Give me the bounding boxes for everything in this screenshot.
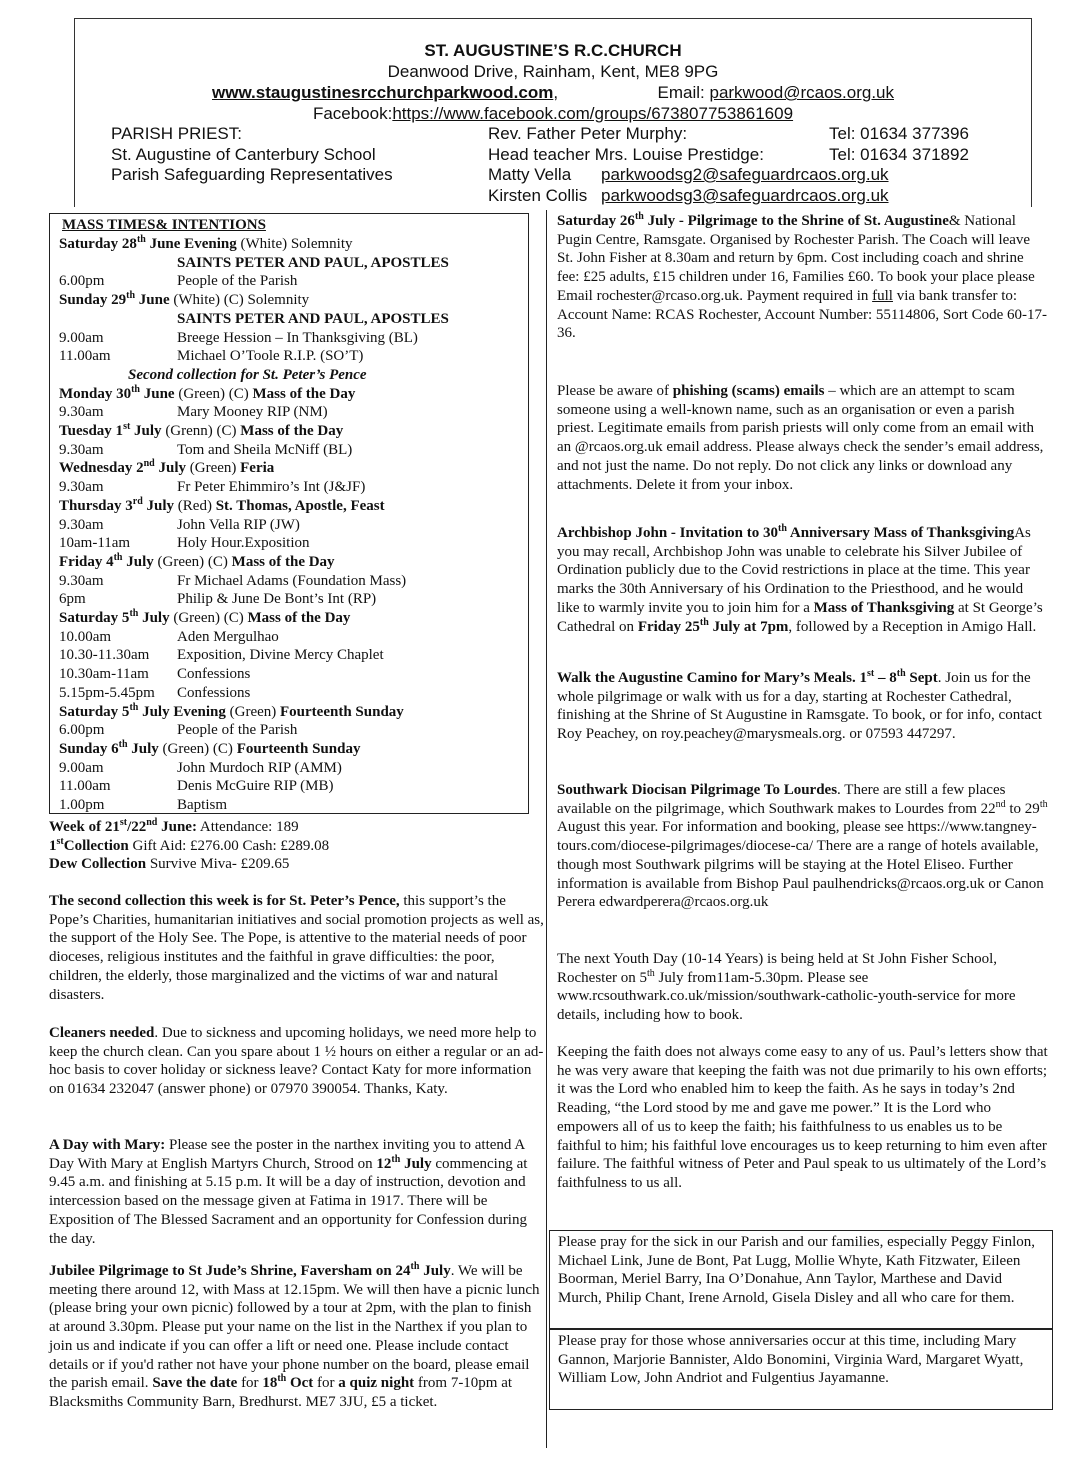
mass-time-row bbox=[59, 759, 342, 777]
church-address: Deanwood Drive, Rainham, Kent, ME8 9PG bbox=[387, 62, 719, 81]
mass-time: 10.30-11.30am bbox=[59, 647, 150, 664]
notice-camino: Walk the Augustine Camino for Mary’s Meals. 1st – 8th Sept. Join us for the whole pilgrimage or walk with us for a day, starting at Rochester Cathedral, finishing at the Shrine of St Augustine in Ramsgate. To book, or for info, contact Roy Peachey, on roy.peachey@marysmeals.org. or 07593 447297. bbox=[557, 668, 1042, 743]
mass-intention: John Murdoch RIP (AMM) bbox=[177, 759, 342, 776]
mass-time: 9.30am bbox=[59, 479, 104, 496]
mass-time: 11.00am bbox=[59, 348, 111, 365]
mass-day-heading: Monday 30th June (Green) (C) Mass of the Day bbox=[59, 383, 356, 402]
mass-time: 10am-11am bbox=[59, 535, 131, 552]
contact-email[interactable]: parkwoodsg3@safeguardrcaos.org.uk bbox=[601, 186, 889, 205]
mass-time-row bbox=[59, 590, 376, 608]
column-divider bbox=[546, 210, 547, 1448]
mass-time-row bbox=[59, 646, 384, 664]
mass-intention: John Vella RIP (JW) bbox=[177, 516, 300, 533]
mass-intention: Breege Hession – In Thanksgiving (BL) bbox=[177, 329, 418, 346]
mass-intention: Aden Mergulhao bbox=[177, 628, 279, 645]
mass-time-row bbox=[59, 478, 365, 496]
anniversary-prayer-text: Please pray for those whose anniversaries occur at this time, including Mary Gannon, Marjorie Bannister, Aldo Bonomini, Virginia Ward, Margaret Wyatt, William Low, John Andriot and Fulgentius Jayamanne. bbox=[558, 1333, 1024, 1387]
church-name: ST. AUGUSTINE’S R.C.CHURCH bbox=[424, 41, 682, 60]
notice-day-with-mary: A Day with Mary: Please see the poster in the narthex inviting you to attend A Day With Mary at English Martyrs Church, Strood on 12th July commencing at 9.45 a.m. and finishing at 5.15 p.m. It will be a day of instruction, devotion and intercession based on the message given at Fatima in 1917. There will be Exposition of The Blessed Sacrament and an opportunity for Confession during the day. bbox=[49, 1137, 528, 1247]
email-link[interactable]: parkwood@rcaos.org.uk bbox=[709, 83, 894, 102]
mass-time-row bbox=[59, 329, 418, 347]
mass-day-heading: Saturday 5th July Evening (Green) Fourteenth Sunday bbox=[59, 701, 404, 720]
notice-archbishop: Archbishop John - Invitation to 30th Anniversary Mass of ThanksgivingAs you may recall, Archbishop John was unable to celebrate his Silver Jubilee of Ordination publicly due to the Covid restrictions in place at the time. This year marks the 30th Anniversary of his Ordination to the Priesthood, and he would like to warmly invite you to join him for a Mass of Thanksgiving at St George’s Cathedral on Friday 25th July at 7pm, followed by a Reception in Amigo Hall. bbox=[557, 523, 1043, 635]
facebook-label: Facebook: bbox=[312, 104, 393, 123]
contact-tel: Tel: 01634 371892 bbox=[829, 145, 969, 164]
contact-name: Rev. Father Peter Murphy: bbox=[488, 124, 688, 143]
mass-time-row bbox=[59, 403, 328, 421]
notice-canterbury-pilgrimage: Saturday 26th July - Pilgrimage to the Shrine of St. Augustine& National Pugin Centre, Ramsgate. Organised by Rochester Parish. The Coach will leave St. John Fisher at 8.30am and return by 6pm. Cost including coach and shrine fee: £25 adults, £15 children under 16, Families £60. To book your place please Email rochester@rcaso.org.uk. Payment required in full via bank transfer to: Account Name: RCAS Rochester, Account Number: 55114806, Sort Code 60-17-36. bbox=[557, 211, 1048, 342]
website-link[interactable]: www.staugustinesrcchurchparkwood.com bbox=[212, 83, 554, 102]
contact-name: Kirsten Collis bbox=[488, 186, 588, 205]
mass-time-row bbox=[59, 777, 334, 795]
contact-role: Parish Safeguarding Representatives bbox=[111, 165, 393, 184]
mass-time: 6.00pm bbox=[59, 722, 105, 739]
website-email-line: www.staugustinesrcchurchparkwood.com, Email: parkwood@rcaos.org.uk bbox=[212, 83, 894, 102]
mass-time-row bbox=[59, 665, 250, 683]
mass-intention: Philip & June De Bont’s Int (RP) bbox=[177, 591, 377, 608]
mass-intention: Confessions bbox=[177, 666, 251, 683]
email-label: Email: bbox=[657, 83, 705, 102]
mass-time: 9.30am bbox=[59, 572, 104, 589]
mass-intention: People of the Parish bbox=[177, 722, 298, 739]
mass-time-row bbox=[59, 441, 352, 459]
mass-intention: Confessions bbox=[177, 684, 251, 701]
mass-day-heading: Tuesday 1st July (Grenn) (C) Mass of the Day bbox=[59, 421, 344, 439]
contact-role: PARISH PRIEST: bbox=[111, 124, 242, 143]
mass-day-heading: Thursday 3rd July (Red) St. Thomas, Apostle, Feast bbox=[59, 495, 385, 514]
mass-time: 9.00am bbox=[59, 759, 104, 776]
mass-time-row bbox=[59, 272, 297, 290]
sick-prayer-box bbox=[549, 1230, 1053, 1329]
mass-intention: Baptism bbox=[177, 797, 228, 813]
notice-keeping-faith: Keeping the faith does not always come easy to any of us. Paul’s letters show that he was very aware that keeping the faith was not due primarily to his own efforts; it was the Lord who enabled him to keep the faith. As he says in today’s 2nd Reading, “the Lord stood by me and gave me power.” It is the Lord who empowers all of us to keep the faith; his faithfulness to us enables us to be faithful to him; his faithful love encourages us to keep returning to him even after failure. The faithful witness of Peter and Paul speak to us ultimately of the Lord’s faithfulness to us all. bbox=[557, 1044, 1048, 1191]
mass-time: 9.00am bbox=[59, 329, 104, 346]
mass-intention: Exposition, Divine Mercy Chaplet bbox=[177, 647, 384, 664]
anniversary-prayer-box bbox=[549, 1329, 1053, 1410]
mass-intention: Denis McGuire RIP (MB) bbox=[177, 778, 334, 795]
notice-jubilee: Jubilee Pilgrimage to St Jude’s Shrine, Faversham on 24th July. We will be meeting there around 12, with Mass at 12.15pm. We will then have a picnic lunch (please bring your own picnic) followed by a tour at 2pm, with the plan to finish at around 3.30pm. Please put your name on the list in the Narthex if you plan to join us and indicate if you can offer a lift or need one. Please include contact details or if you'd rather not have your phone number on the board, please email the parish email. Save the date for 18th Oct for a quiz night from 7-10pm at Blacksmiths Community Barn, Bredhurst. ME7 3JU, £5 a ticket. bbox=[49, 1261, 540, 1410]
mass-day-heading: Saturday 28th June Evening (White) Solemnity bbox=[59, 234, 353, 252]
mass-time-row bbox=[59, 572, 406, 590]
mass-time-row bbox=[59, 684, 250, 702]
mass-feast-title: SAINTS PETER AND PAUL, APOSTLES bbox=[177, 254, 449, 271]
mass-day-heading: Saturday 5th July (Green) (C) Mass of the Day bbox=[59, 608, 351, 626]
sick-prayer-text: Please pray for the sick in our Parish and our families, especially Peggy Finlon, Michael Link, June de Bont, Pat Lugg, Mollie Whyte, Kath Fitzwater, Eileen Boorman, Meriel Barry, Ina O’Donahue, Ann Taylor, Marthese and David Murch, Philip Chant, Irene Arnold, Gisela Disley and all who care for them. bbox=[558, 1234, 1035, 1307]
notice-phishing: Please be aware of phishing (scams) emails – which are an attempt to scam someone using a well-known name, such as an organisation or even a parish priest. Legitimate emails from parish priests will only come from an email with an @rcaos.org.uk email address. Please always check the sender’s email address, and not just the name. Do not reply. Do not click any links or download any attachments. Delete it from your inbox. bbox=[557, 383, 1044, 493]
mass-intention: Mary Mooney RIP (NM) bbox=[177, 404, 328, 421]
mass-time: 9.30am bbox=[59, 441, 104, 458]
mass-time: 6pm bbox=[59, 591, 86, 608]
contact-role: St. Augustine of Canterbury School bbox=[111, 145, 376, 164]
mass-intention: Tom and Sheila McNiff (BL) bbox=[177, 441, 353, 458]
mass-times-box bbox=[49, 213, 529, 814]
church-header bbox=[74, 18, 1032, 207]
mass-time: 10.30am-11am bbox=[59, 666, 149, 683]
mass-day-heading: Friday 4th July (Green) (C) Mass of the Day bbox=[59, 551, 335, 570]
mass-time-row bbox=[59, 628, 279, 646]
mass-intention: Fr Michael Adams (Foundation Mass) bbox=[177, 572, 407, 589]
contact-name: Matty Vella bbox=[488, 165, 572, 184]
mass-day-heading: Sunday 6th July (Green) (C) Fourteenth Sunday bbox=[59, 738, 361, 757]
mass-time-row bbox=[59, 796, 227, 814]
mass-day-heading: Wednesday 2nd July (Green) Feria bbox=[59, 458, 275, 477]
mass-intention: Holy Hour.Exposition bbox=[177, 535, 310, 552]
mass-intention: Michael O’Toole R.I.P. (SO’T) bbox=[177, 348, 364, 365]
mass-time: 10.00am bbox=[59, 628, 112, 645]
contact-tel: Tel: 01634 377396 bbox=[829, 124, 969, 143]
mass-time-row bbox=[59, 534, 310, 552]
mass-note: Second collection for St. Peter’s Pence bbox=[128, 366, 367, 383]
notice-collection: Week of 21st/22nd June: Attendance: 189 1stCollection Gift Aid: £276.00 Cash: £289.08 Dew Collection Survive Miva- £209.65 bbox=[49, 817, 330, 873]
mass-time-row bbox=[59, 516, 300, 534]
notice-youth-day: The next Youth Day (10-14 Years) is being held at St John Fisher School, Rochester on 5th July from11am-5.30pm. Please see www.rcsouthwark.co.uk/mission/southwark-catholic-youth-service for more details, including how to book. bbox=[557, 951, 1016, 1024]
notice-peters-pence: The second collection this week is for St. Peter’s Pence, this support’s the Pope’s Charities, humanitarian initiatives and social promotion projects as well as, the support of the Holy See. The Pope, is attentive to the material needs of poor dioceses, religious institutes and the faithful in grave difficulties: the poor, children, the elderly, those marginalized and the victims of war and natural disasters. bbox=[49, 893, 544, 1003]
contact-name: Head teacher Mrs. Louise Prestidge: bbox=[488, 145, 764, 164]
contact-email[interactable]: parkwoodsg2@safeguardrcaos.org.uk bbox=[601, 165, 889, 184]
mass-time: 9.30am bbox=[59, 516, 104, 533]
facebook-link[interactable]: https://www.facebook.com/groups/673807753861609 bbox=[392, 104, 794, 123]
mass-time: 9.30am bbox=[59, 404, 104, 421]
mass-intention: Fr Peter Ehimmiro’s Int (J&JF) bbox=[177, 479, 366, 496]
facebook-line bbox=[75, 104, 1031, 124]
mass-time: 11.00am bbox=[59, 778, 111, 795]
mass-day-heading: Sunday 29th June (White) (C) Solemnity bbox=[59, 290, 310, 309]
mass-time: 6.00pm bbox=[59, 273, 105, 290]
mass-time: 5.15pm-5.45pm bbox=[59, 684, 155, 701]
mass-time-row bbox=[59, 347, 363, 365]
mass-intention: People of the Parish bbox=[177, 273, 298, 290]
mass-time-row bbox=[59, 721, 297, 739]
mass-feast-title: SAINTS PETER AND PAUL, APOSTLES bbox=[177, 310, 449, 327]
mass-time: 1.00pm bbox=[59, 797, 105, 813]
notice-lourdes: Southwark Diocisan Pilgrimage To Lourdes. There are still a few places available on the pilgrimage, which Southwark makes to Lourdes from 22nd to 29th August this year. For information and booking, please see https://www.tangney-tours.com/diocese-pilgrimages/diocese-ca/ There are a range of hotels available, though most Southwark pilgrims will be staying at the Hotel Eliseo. Further information is available from Bishop Paul paulhendricks@rcaos.org.uk or Canon Perera edwardperera@rcaos.org.uk bbox=[557, 782, 1048, 911]
mass-times-heading: MASS TIMES& INTENTIONS bbox=[62, 217, 266, 233]
notice-cleaners: Cleaners needed. Due to sickness and upcoming holidays, we need more help to keep the church clean. Can you spare about 1 ½ hours on either a regular or an ad-hoc basis to cover holiday or sickness leave? Contact Katy for more information on 01634 232047 (answer phone) or 07970 390054. Thanks, Katy. bbox=[49, 1025, 544, 1098]
